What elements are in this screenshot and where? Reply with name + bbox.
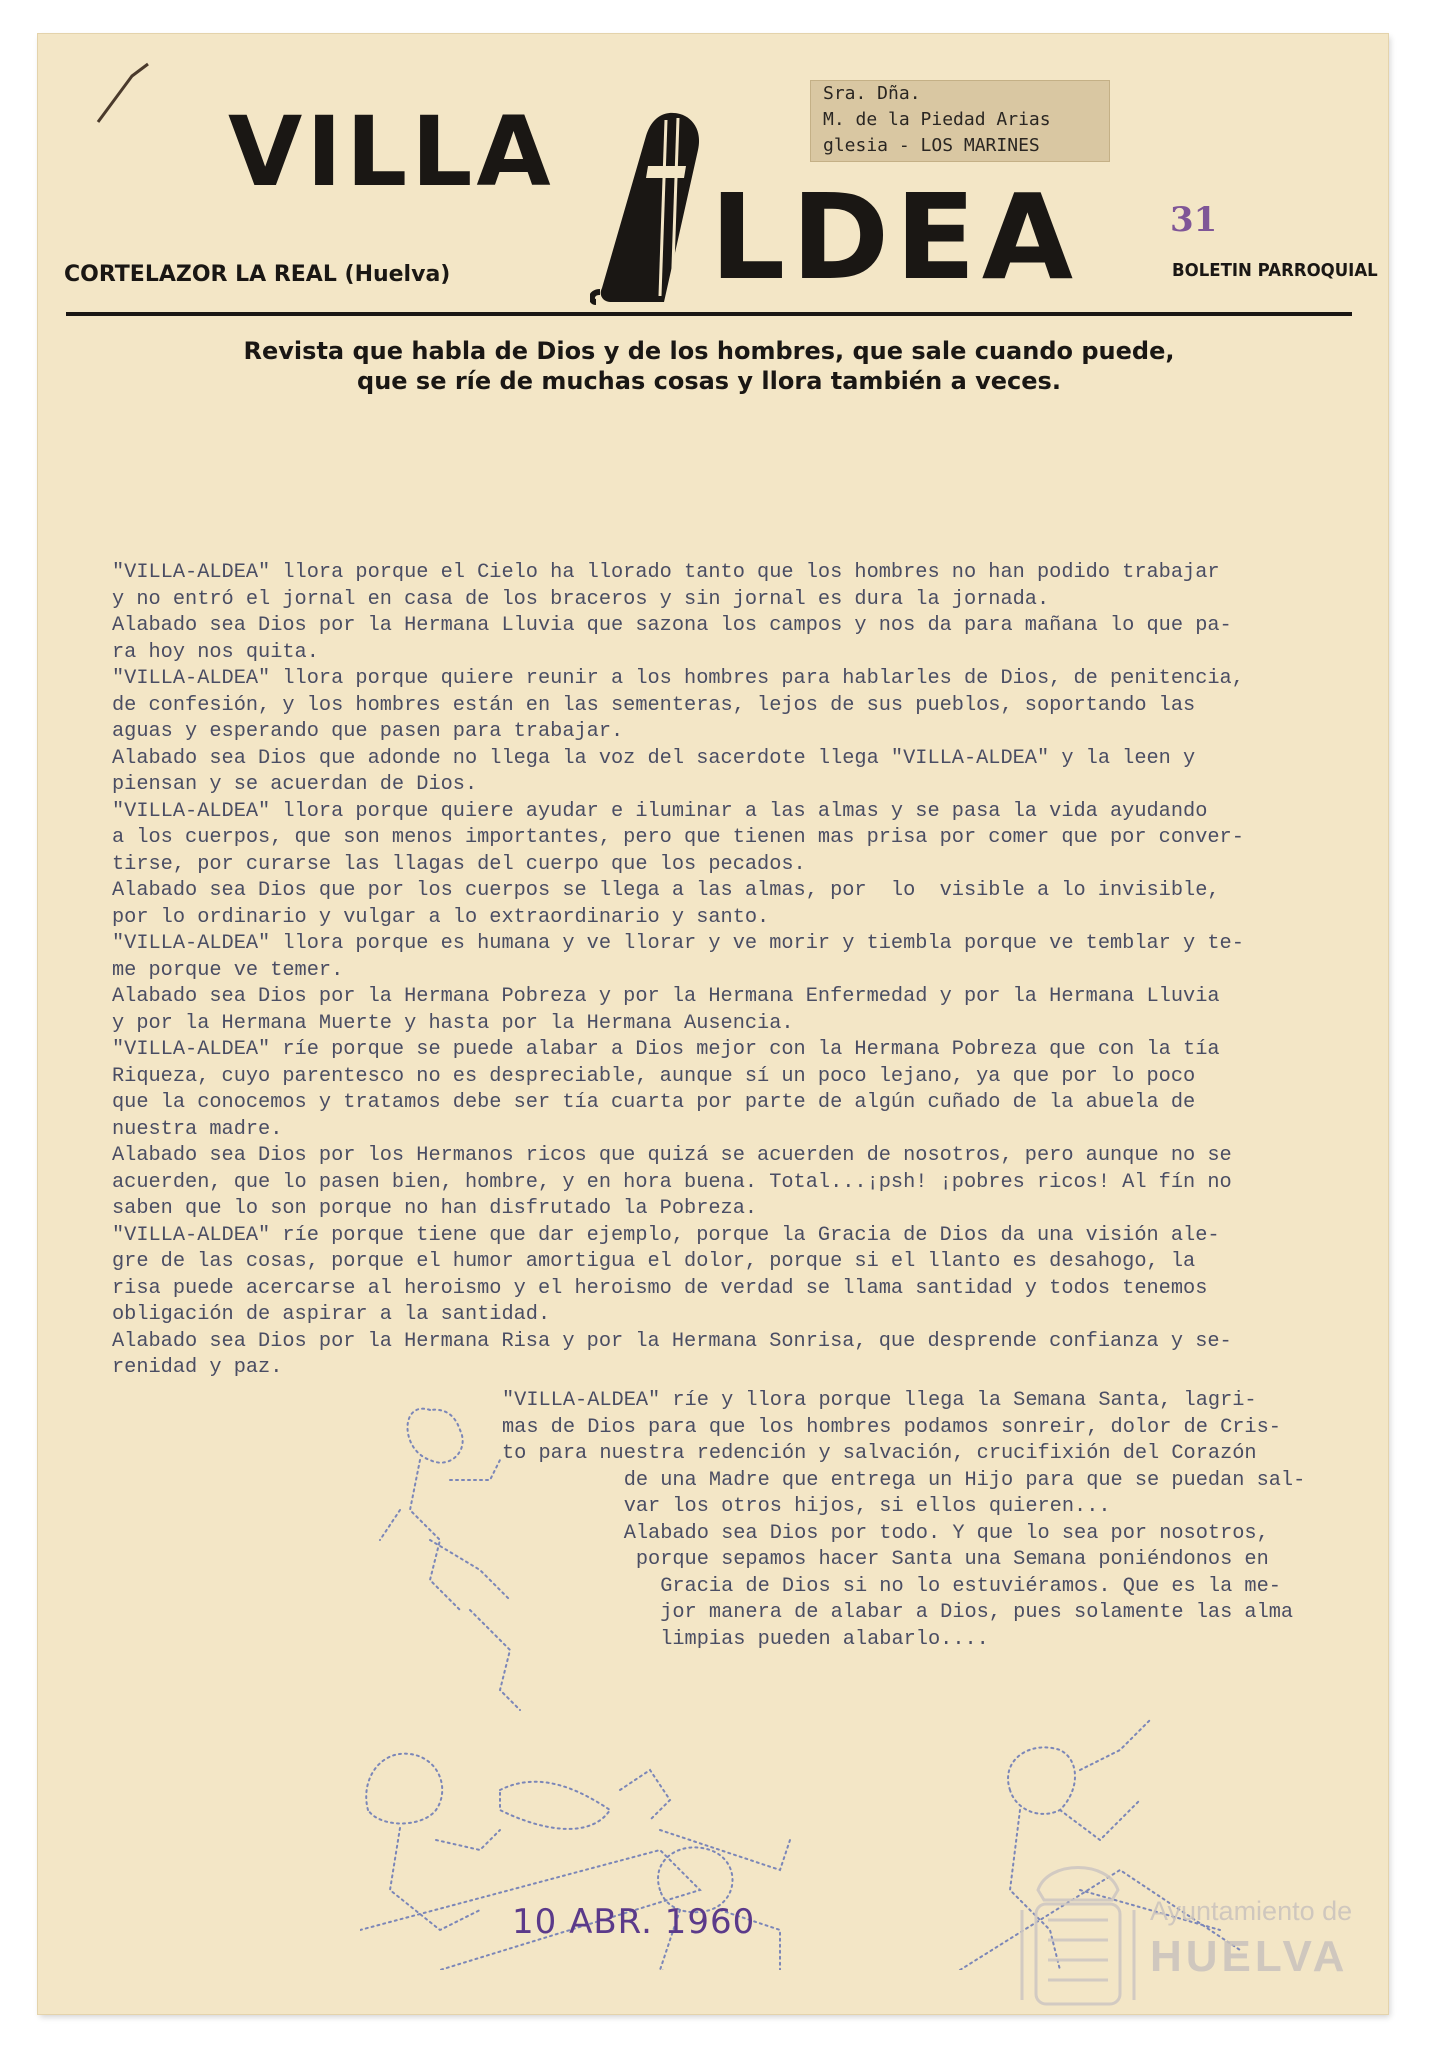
text-line: limpias pueden alabarlo.... bbox=[502, 1627, 989, 1651]
address-label bbox=[810, 80, 1110, 162]
text-line: a los cuerpos, que son menos importantes, pero que tienen mas prisa por comer que por conver- bbox=[112, 826, 1244, 849]
text-line: "VILLA-ALDEA" ríe porque se puede alabar a Dios mejor con la Hermana Pobreza que con la tía bbox=[112, 1038, 1220, 1061]
text-line: "VILLA-ALDEA" llora porque quiere reunir a los hombres para hablarles de Dios, de penitencia, bbox=[112, 667, 1244, 690]
watermark-line2: HUELVA bbox=[1150, 1932, 1349, 1981]
text-line: y no entró el jornal en casa de los braceros y sin jornal es dura la jornada. bbox=[112, 587, 1050, 611]
text-line: de una Madre que entrega un Hijo para que se puedan sal- bbox=[502, 1468, 1306, 1492]
text-line: "VILLA-ALDEA" llora porque el Cielo ha llorado tanto que los hombres no han podido trabajar bbox=[112, 561, 1220, 584]
text-line: obligación de aspirar a la santidad. bbox=[112, 1303, 551, 1326]
text-line: jor manera de alabar a Dios, pues solamente las alma bbox=[502, 1601, 1294, 1624]
text-line: Gracia de Dios si no lo estuviéramos. Que es la me- bbox=[502, 1574, 1281, 1598]
text-line: tirse, por curarse las llagas del cuerpo que los pecados. bbox=[112, 852, 806, 876]
text-line: por lo ordinario y vulgar a lo extraordinario y santo. bbox=[112, 905, 770, 929]
text-line: "VILLA-ALDEA" llora porque es humana y ve llorar y ve morir y tiembla porque ve temblar y te- bbox=[112, 932, 1244, 955]
address-line: M. de la Piedad Arias bbox=[823, 109, 1051, 130]
tagline-line: que se ríe de muchas cosas y llora también a veces. bbox=[357, 367, 1061, 395]
text-line: "VILLA-ALDEA" ríe porque tiene que dar ejemplo, porque la Gracia de Dios da una visión ale- bbox=[112, 1223, 1220, 1247]
masthead-villa: VILLA bbox=[228, 96, 555, 208]
text-line: Alabado sea Dios que por los cuerpos se llega a las almas, por lo visible a lo invisible, bbox=[112, 879, 1220, 902]
text-line: Alabado sea Dios por la Hermana Risa y por la Hermana Sonrisa, que desprende confianza y se- bbox=[112, 1329, 1232, 1353]
text-line: Riqueza, cuyo parentesco no es despreciable, aunque sí un poco lejano, ya que por lo poco bbox=[112, 1064, 1196, 1088]
text-line: risa puede acercarse al heroismo y el heroismo de verdad se llama santidad y todos tenemos bbox=[112, 1276, 1208, 1300]
watermark-line1: Ayuntamiento de bbox=[1150, 1896, 1353, 1926]
masthead-aldea: LDEA bbox=[710, 168, 1080, 306]
text-line: to para nuestra redención y salvación, crucifixión del Corazón bbox=[502, 1442, 1257, 1465]
text-line: aguas y esperando que pasen para trabajar. bbox=[112, 720, 624, 743]
masthead-aldea-letter-a bbox=[590, 106, 720, 306]
text-line: acuerden, que lo pasen bien, hombre, y en hora buena. Total...¡psh! ¡pobres ricos! Al fín no bbox=[112, 1170, 1232, 1194]
text-line: Alabado sea Dios que adonde no llega la voz del sacerdote llega "VILLA-ALDEA" y la leen y bbox=[112, 746, 1196, 770]
text-line: ra hoy nos quita. bbox=[112, 640, 319, 664]
bulletin-caption: BOLETIN PARROQUIAL bbox=[1172, 260, 1378, 281]
text-line: "VILLA-ALDEA" ríe y llora porque llega la Semana Santa, lagri- bbox=[502, 1389, 1257, 1412]
text-line: var los otros hijos, si ellos quieren... bbox=[502, 1495, 1111, 1518]
date-stamp: 10 ABR. 1960 bbox=[512, 1902, 756, 1942]
text-line: porque sepamos hacer Santa una Semana poniéndonos en bbox=[502, 1548, 1269, 1571]
text-line: Alabado sea Dios por la Hermana Pobreza y por la Hermana Enfermedad y por la Hermana Lluvia bbox=[112, 985, 1220, 1008]
text-line: saben que lo son porque no han disfrutado la Pobreza. bbox=[112, 1197, 758, 1220]
text-line: "VILLA-ALDEA" llora porque quiere ayudar e iluminar a las almas y se pasa la vida ayudando bbox=[112, 799, 1208, 823]
text-line: y por la Hermana Muerte y hasta por la Hermana Ausencia. bbox=[112, 1011, 794, 1035]
location-caption: CORTELAZOR LA REAL (Huelva) bbox=[64, 262, 451, 287]
text-line: Alabado sea Dios por los Hermanos ricos que quizá se acuerden de nosotros, pero aunque no se bbox=[112, 1144, 1232, 1167]
tagline-line: Revista que habla de Dios y de los hombres, que sale cuando puede, bbox=[243, 337, 1175, 365]
text-line: gre de las cosas, porque el humor amortigua el dolor, porque si el llanto es desahogo, la bbox=[112, 1250, 1196, 1273]
text-line: piensan y se acuerdan de Dios. bbox=[112, 773, 478, 796]
article-body bbox=[112, 560, 1342, 1382]
address-line: glesia - LOS MARINES bbox=[823, 135, 1040, 156]
text-line: Alabado sea Dios por todo. Y que lo sea por nosotros, bbox=[502, 1521, 1269, 1545]
article-body-indented bbox=[502, 1388, 1362, 1653]
city-crest-watermark bbox=[1018, 1850, 1138, 2020]
text-line: que la conocemos y tratamos debe ser tía cuarta por parte de algún cuñado de la abuela de bbox=[112, 1091, 1196, 1114]
address-line: Sra. Dña. bbox=[823, 83, 921, 104]
text-line: Alabado sea Dios por la Hermana Lluvia que sazona los campos y nos da para mañana lo que pa- bbox=[112, 614, 1232, 637]
text-line: mas de Dios para que los hombres podamos sonreir, dolor de Cris- bbox=[502, 1415, 1281, 1439]
pen-mark bbox=[92, 58, 162, 128]
issue-number: 31 bbox=[1170, 200, 1218, 240]
text-line: de confesión, y los hombres están en las sementeras, lejos de sus pueblos, soportando las bbox=[112, 693, 1196, 717]
masthead-rule bbox=[66, 312, 1352, 316]
text-line: renidad y paz. bbox=[112, 1356, 283, 1379]
text-line: me porque ve temer. bbox=[112, 958, 344, 982]
tagline bbox=[66, 336, 1352, 396]
text-line: nuestra madre. bbox=[112, 1117, 283, 1141]
